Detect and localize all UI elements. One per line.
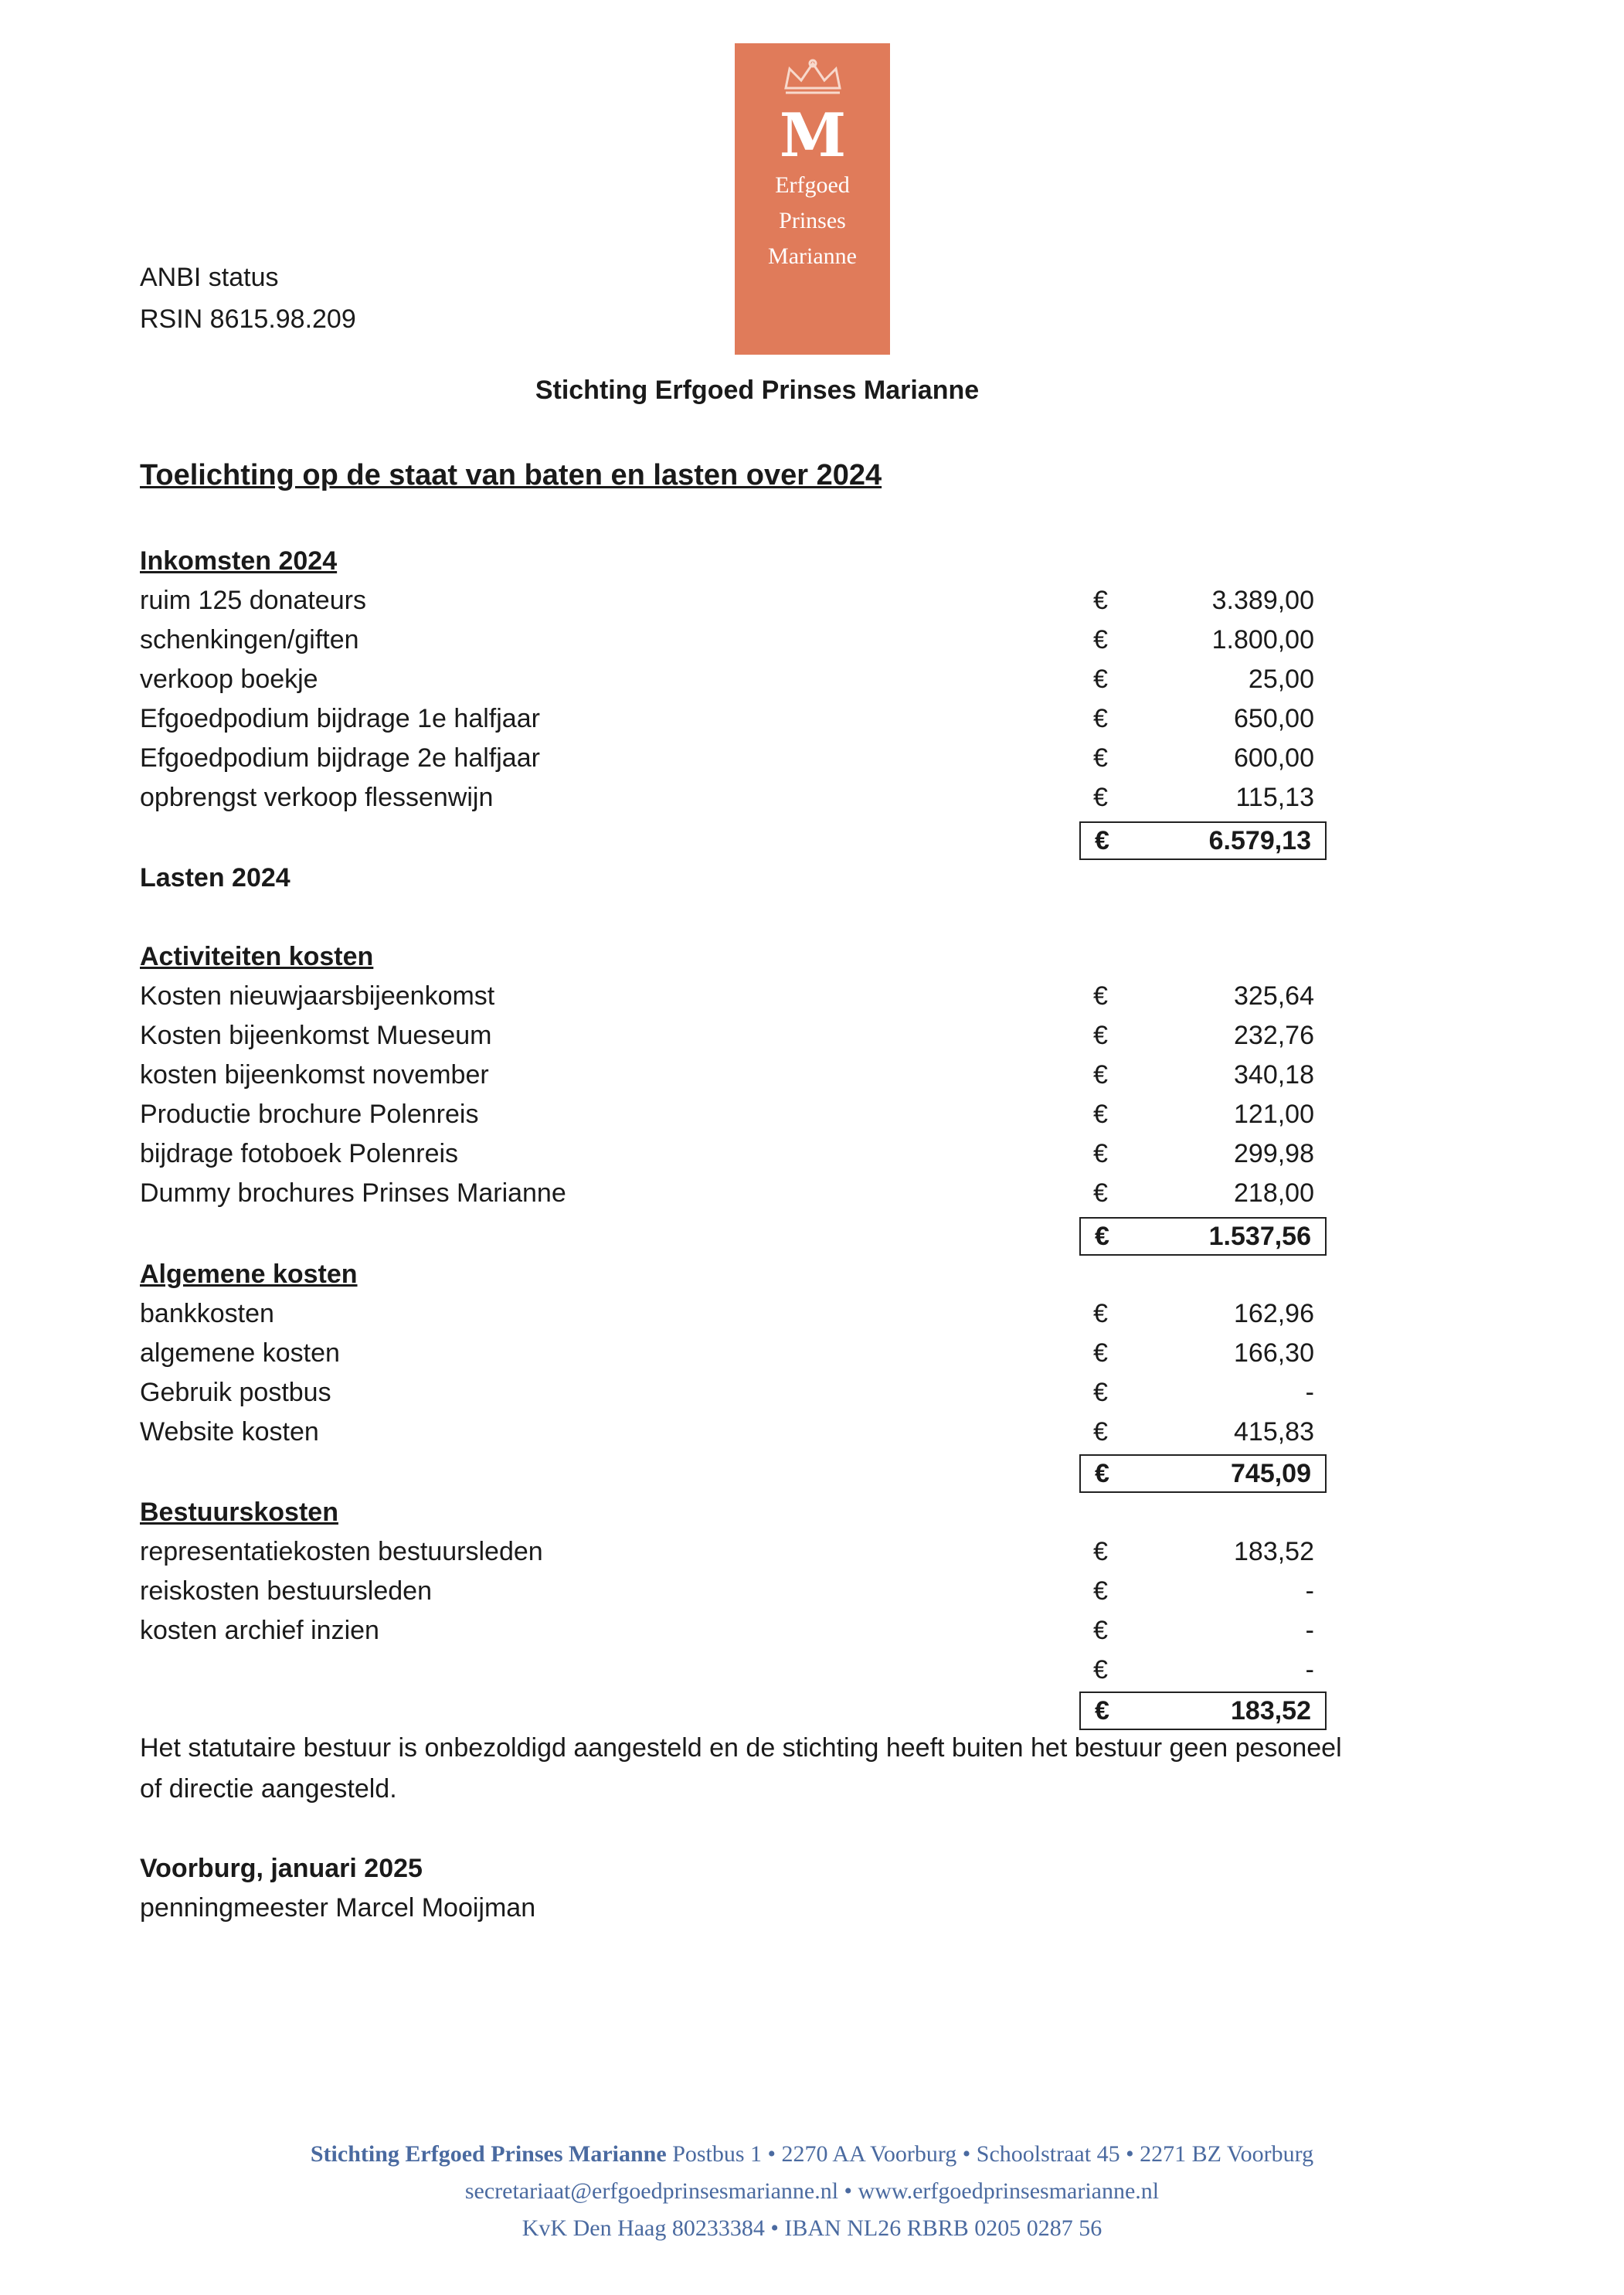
line-item: Kosten bijeenkomst Mueseum € 232,76: [140, 1021, 1314, 1050]
activities-total: € 1.537,56: [1079, 1217, 1327, 1256]
line-item: verkoop boekje € 25,00: [140, 665, 1314, 694]
line-item: Gebruik postbus € -: [140, 1378, 1314, 1407]
section-heading-activities: Activiteiten kosten: [140, 942, 374, 971]
line-item: schenkingen/giften € 1.800,00: [140, 625, 1314, 654]
line-item: bijdrage fotoboek Polenreis € 299,98: [140, 1139, 1314, 1168]
section-heading-general: Algemene kosten: [140, 1260, 358, 1289]
line-item: algemene kosten € 166,30: [140, 1338, 1314, 1368]
signature-block: [140, 1849, 535, 1928]
line-item: kosten bijeenkomst november € 340,18: [140, 1060, 1314, 1090]
line-item: ruim 125 donateurs € 3.389,00: [140, 586, 1314, 615]
logo-text-marianne: Marianne: [768, 243, 857, 269]
anbi-info: [140, 257, 356, 340]
statement-paragraph: Het statutaire bestuur is onbezoldigd aangesteld en de stichting heeft buiten het bestuur geen pesoneel of directie aangesteld.: [140, 1733, 1342, 1804]
line-item: reiskosten bestuursleden € -: [140, 1576, 1314, 1606]
income-total: € 6.579,13: [1079, 821, 1327, 860]
footer-address: Postbus 1 • 2270 AA Voorburg • Schoolstraat 45 • 2271 BZ Voorburg: [672, 2141, 1314, 2167]
line-item: Productie brochure Polenreis € 121,00: [140, 1100, 1314, 1129]
line-item: representatiekosten bestuursleden € 183,52: [140, 1537, 1314, 1566]
line-item: opbrengst verkoop flessenwijn € 115,13: [140, 783, 1314, 812]
section-heading-board: Bestuurskosten: [140, 1498, 338, 1527]
line-item: kosten archief inzien € -: [140, 1616, 1314, 1645]
footer-registry: KvK Den Haag 80233384 • IBAN NL26 RBRB 0205 0287 56: [522, 2215, 1102, 2241]
logo: [735, 43, 890, 355]
line-item: Website kosten € 415,83: [140, 1417, 1314, 1447]
section-heading-income: Inkomsten 2024: [140, 546, 338, 576]
document-subtitle: Toelichting op de staat van baten en lasten over 2024: [140, 459, 882, 491]
logo-text-erfgoed: Erfgoed: [775, 172, 850, 198]
line-item: € -: [1093, 1655, 1314, 1685]
footer-name: Stichting Erfgoed Prinses Marianne: [310, 2141, 667, 2167]
general-total: € 745,09: [1079, 1454, 1327, 1493]
signatory: penningmeester Marcel Mooijman: [140, 1893, 536, 1923]
line-item: Efgoedpodium bijdrage 2e halfjaar € 600,00: [140, 743, 1314, 773]
foundation-name: Stichting Erfgoed Prinses Marianne: [535, 376, 980, 405]
place-date: Voorburg, januari 2025: [140, 1854, 423, 1883]
rsin-number: RSIN 8615.98.209: [140, 304, 356, 334]
line-item: Efgoedpodium bijdrage 1e halfjaar € 650,00: [140, 704, 1314, 733]
crown-monogram-icon: [770, 57, 855, 165]
line-item: bankkosten € 162,96: [140, 1299, 1314, 1328]
line-item: Kosten nieuwjaarsbijeenkomst € 325,64: [140, 981, 1314, 1011]
logo-text-prinses: Prinses: [779, 208, 846, 233]
anbi-status: ANBI status: [140, 263, 279, 292]
section-heading-expenses: Lasten 2024: [140, 863, 290, 892]
line-item: Dummy brochures Prinses Marianne € 218,00: [140, 1178, 1314, 1208]
svg-text:M: M: [779, 100, 846, 165]
footer: [0, 2136, 1624, 2247]
footer-contact: secretariaat@erfgoedprinsesmarianne.nl • www.erfgoedprinsesmarianne.nl: [464, 2178, 1160, 2204]
board-total: € 183,52: [1079, 1692, 1327, 1730]
